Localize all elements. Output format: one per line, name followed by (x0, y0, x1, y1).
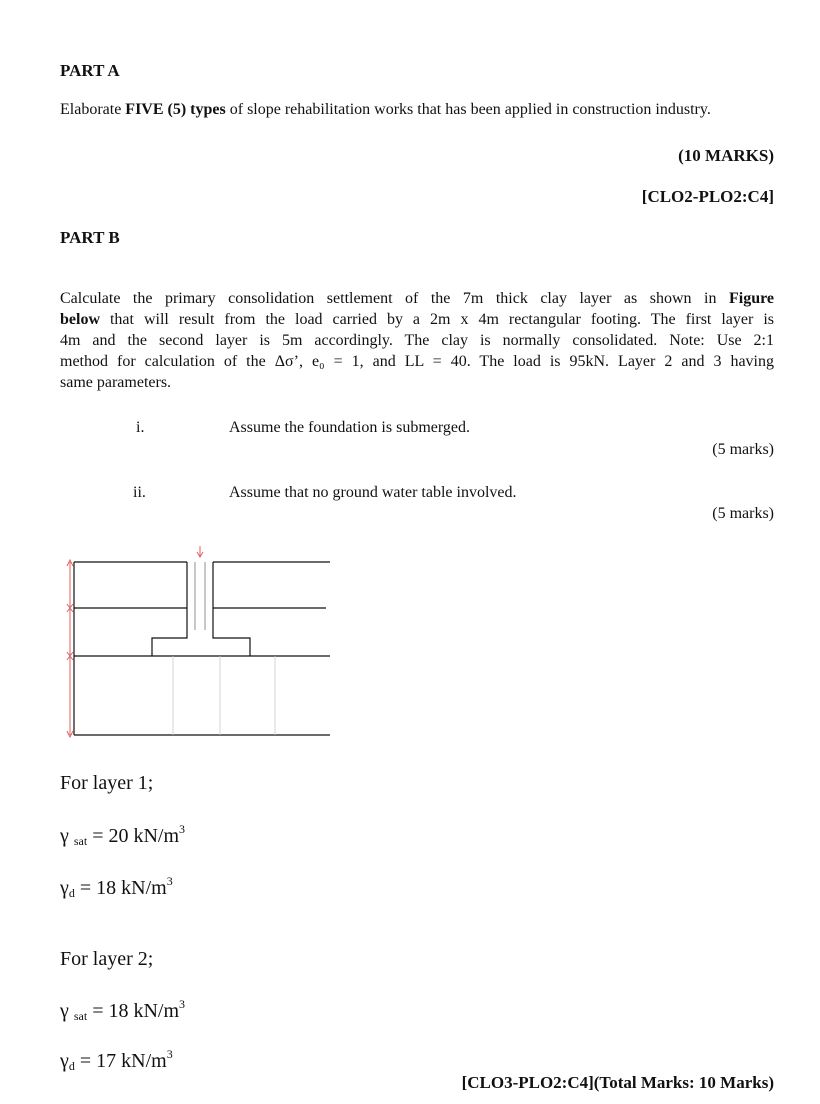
layer-2-title: For layer 2; (60, 948, 154, 970)
part-b-heading: PART B (60, 228, 120, 247)
total-marks-footer: [CLO3-PLO2:C4](Total Marks: 10 Marks) (461, 1073, 774, 1092)
soil-profile-figure (60, 540, 340, 745)
part-a-marks: (10 MARKS) (678, 146, 774, 165)
part-a-question: Elaborate FIVE (5) types of slope rehabilitation works that has been applied in construction industry. (60, 101, 711, 118)
layer-1-gamma-sat: γ $_{sat}$ = 20 $kN/m^3$ (60, 822, 186, 848)
item-marks: (5 marks) (712, 441, 774, 458)
layer-1-title: For layer 1; (60, 772, 154, 794)
item-marks: (5 marks) (712, 505, 774, 522)
layer-2-gamma-sat: γ $_{sat}$ = 18 $kN/m^3$ (60, 997, 186, 1023)
question-line-2: below that will result from the load carried by a 2m x 4m rectangular footing. The first layer is (60, 311, 774, 328)
question-line-1: Calculate the primary consolidation settlement of the 7m thick clay layer as shown in Figure (60, 290, 774, 307)
part-a-clo: [CLO2-PLO2:C4] (641, 187, 774, 206)
part-a-heading: PART A (60, 61, 120, 80)
item-number: i. (136, 419, 145, 436)
item-text: Assume the foundation is submerged. (229, 419, 471, 436)
footing-right-outline (213, 562, 250, 656)
question-line-3: 4m and the second layer is 5m accordingly. The clay is normally consolidated. Note: Use 2:1 (60, 332, 774, 349)
footing-left-outline (152, 562, 187, 656)
question-line-5: same parameters. (60, 374, 172, 391)
layer-2-gamma-d: γd = 17 $kN/m^3$ (60, 1047, 173, 1073)
question-line-4: method for calculation of the Δσ’, e₀ = 1, and LL = 40. The load is 95kN. Layer 2 and 3 having (60, 353, 774, 370)
part-b-question (60, 288, 774, 393)
item-number: ii. (133, 484, 146, 501)
layer-1-gamma-d: γd = 18 $kN/m^3$ (60, 874, 173, 900)
item-text: Assume that no ground water table involved. (229, 484, 517, 501)
